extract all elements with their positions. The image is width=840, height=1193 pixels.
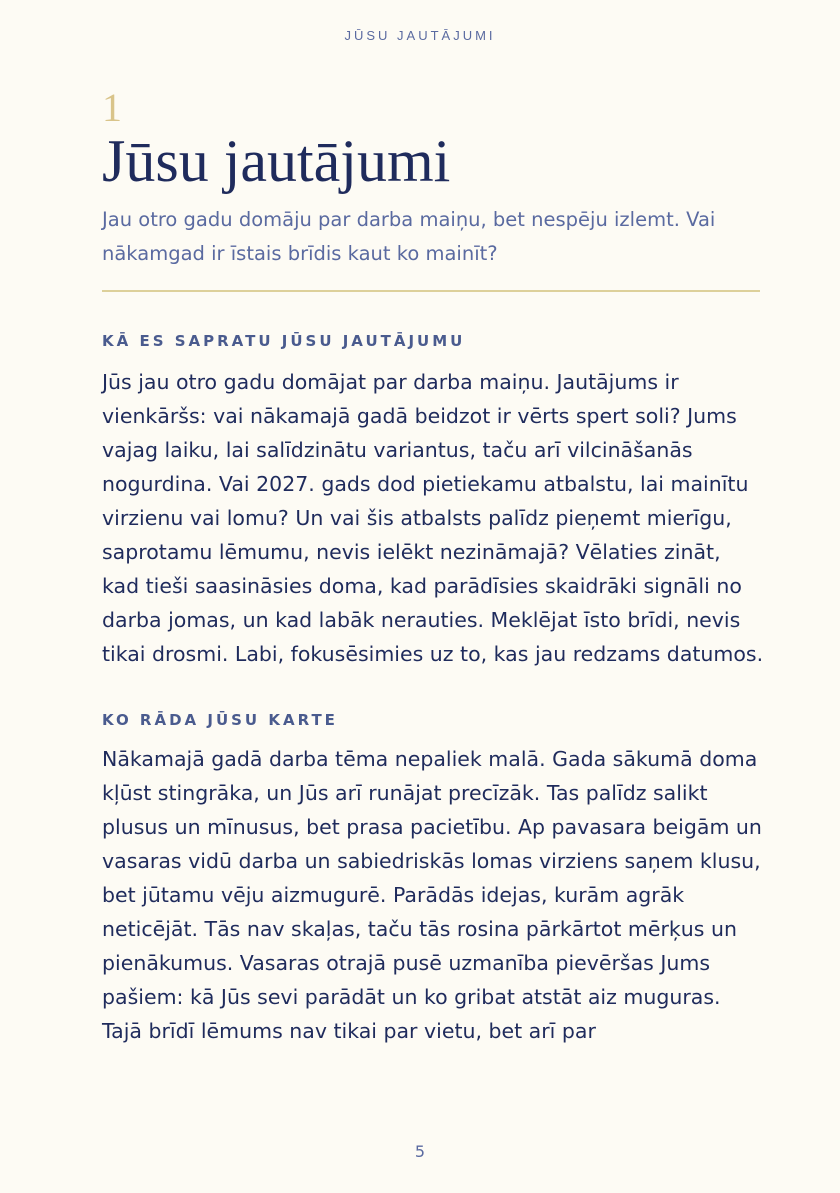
chapter-subtitle: Jau otro gadu domāju par darba maiņu, bet nespēju izlemt. Vai nākamgad ir īstais brīdis kaut ko mainīt? bbox=[102, 208, 716, 265]
running-header: JŪSU JAUTĀJUMI bbox=[344, 28, 496, 43]
page-number: 5 bbox=[414, 1142, 426, 1161]
chapter-number: 1 bbox=[102, 85, 122, 130]
divider bbox=[102, 290, 760, 292]
section-body-chart: Nākamajā gadā darba tēma nepaliek malā. Gada sākumā doma kļūst stingrāka, un Jūs arī runājat precīzāk. Tas palīdz salikt plusus un mīnusus, bet prasa pacietību. Ap pavasara beigām un vasaras vidū darba un sabiedriskās lomas virziens saņem klusu, bet jūtamu vēju aizmugurē. Parādās idejas, kurām agrāk neticējāt. Tās nav skaļas, taču tās rosina pārkārtot mērķus un pienākumus. Vasaras otrajā pusē uzmanība pievēršas Jums pašiem: kā Jūs sevi parādāt un ko gribat atstāt aiz muguras. Tajā brīdī lēmums nav tikai par vietu, bet arī par bbox=[102, 747, 762, 1043]
section-heading-understanding: KĀ ES SAPRATU JŪSU JAUTĀJUMU bbox=[102, 332, 466, 350]
section-body-understanding: Jūs jau otro gadu domājat par darba maiņu. Jautājums ir vienkāršs: vai nākamajā gadā beidzot ir vērts spert soli? Jums vajag laiku, lai salīdzinātu variantus, taču arī vilcināšanās nogurdina. Vai 2027. gads dod pietiekamu atbalstu, lai mainītu virzienu vai lomu? Un vai šis atbalsts palīdz pieņemt mierīgu, saprotamu lēmumu, nevis ielēkt nezināmajā? Vēlaties zināt, kad tieši saasināsies doma, kad parādīsies skaidrāki signāli no darba jomas, un kad labāk nerauties. Meklējat īsto brīdi, nevis tikai drosmi. Labi, fokusēsimies uz to, kas jau redzams datumos. bbox=[102, 370, 764, 666]
chapter-title: Jūsu jautājumi bbox=[102, 128, 451, 194]
section-heading-chart: KO RĀDA JŪSU KARTE bbox=[102, 711, 338, 729]
